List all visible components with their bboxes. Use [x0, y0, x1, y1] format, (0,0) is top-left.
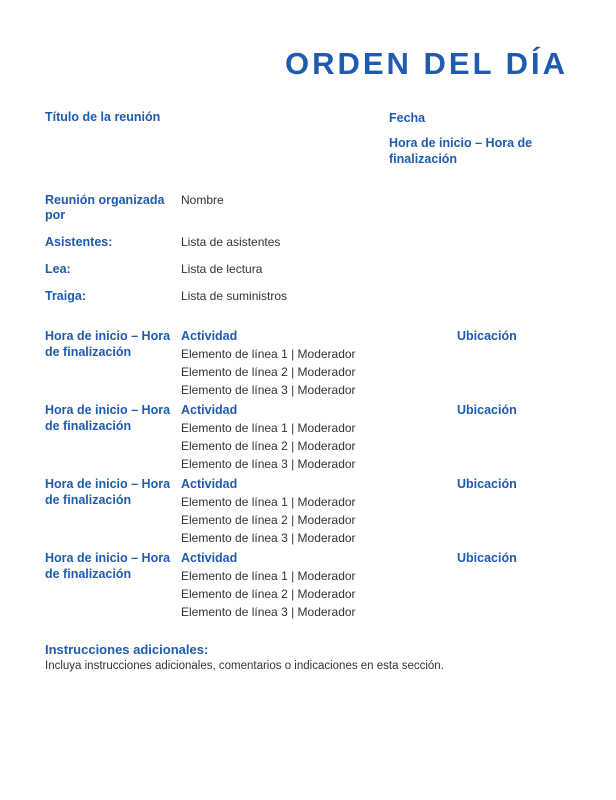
- agenda-line-item: Elemento de línea 1 | Moderador: [181, 347, 356, 361]
- organizer-value: Nombre: [181, 193, 224, 207]
- additional-instructions: [45, 642, 575, 672]
- agenda-line-item: Elemento de línea 1 | Moderador: [181, 421, 356, 435]
- reading-label: Lea:: [45, 262, 71, 276]
- agenda-location: Ubicación: [457, 403, 517, 417]
- attendees-label: Asistentes:: [45, 235, 113, 249]
- agenda-block: [45, 328, 585, 399]
- agenda: [45, 328, 585, 624]
- agenda-block: [45, 550, 585, 621]
- agenda-activity-group: [181, 476, 457, 547]
- agenda-line-item: Elemento de línea 3 | Moderador: [181, 383, 356, 397]
- additional-instructions-text: Incluya instrucciones adicionales, comentarios o indicaciones en esta sección.: [45, 660, 444, 672]
- agenda-time: Hora de inicio – Hora de finalización: [45, 477, 171, 507]
- agenda-time: Hora de inicio – Hora de finalización: [45, 329, 171, 359]
- page-title: ORDEN DEL DÍA: [284, 46, 568, 81]
- time-range-label: Hora de inicio – Hora de finalización: [389, 136, 533, 166]
- agenda-line-item: Elemento de línea 2 | Moderador: [181, 365, 356, 379]
- info-row-organizer: [45, 193, 565, 223]
- agenda-line-item: Elemento de línea 2 | Moderador: [181, 587, 356, 601]
- info-row-reading: [45, 262, 565, 277]
- agenda-location: Ubicación: [457, 477, 517, 491]
- agenda-activity: Actividad: [181, 329, 238, 343]
- agenda-line-item: Elemento de línea 2 | Moderador: [181, 513, 356, 527]
- info-row-supplies: [45, 289, 565, 304]
- agenda-location: Ubicación: [457, 551, 517, 565]
- agenda-activity-group: [181, 328, 457, 399]
- agenda-block: [45, 402, 585, 473]
- agenda-line-item: Elemento de línea 3 | Moderador: [181, 605, 356, 619]
- info-row-attendees: [45, 235, 565, 250]
- meeting-datetime: [389, 110, 569, 167]
- meeting-title-label: Título de la reunión: [45, 110, 161, 124]
- agenda-line-item: Elemento de línea 3 | Moderador: [181, 457, 356, 471]
- agenda-activity: Actividad: [181, 551, 238, 565]
- meeting-info: [45, 193, 565, 316]
- agenda-block: [45, 476, 585, 547]
- agenda-time: Hora de inicio – Hora de finalización: [45, 403, 171, 433]
- agenda-line-item: Elemento de línea 3 | Moderador: [181, 531, 356, 545]
- agenda-line-item: Elemento de línea 1 | Moderador: [181, 569, 356, 583]
- agenda-activity: Actividad: [181, 403, 238, 417]
- additional-instructions-title: Instrucciones adicionales:: [45, 642, 209, 657]
- agenda-activity-group: [181, 550, 457, 621]
- organizer-label: Reunión organizada por: [45, 193, 165, 222]
- attendees-value: Lista de asistentes: [181, 235, 281, 249]
- date-label: Fecha: [389, 111, 426, 125]
- agenda-location: Ubicación: [457, 329, 517, 343]
- supplies-label: Traiga:: [45, 289, 86, 303]
- reading-value: Lista de lectura: [181, 262, 263, 276]
- supplies-value: Lista de suministros: [181, 289, 288, 303]
- agenda-activity: Actividad: [181, 477, 238, 491]
- agenda-line-item: Elemento de línea 1 | Moderador: [181, 495, 356, 509]
- agenda-line-item: Elemento de línea 2 | Moderador: [181, 439, 356, 453]
- agenda-time: Hora de inicio – Hora de finalización: [45, 551, 171, 581]
- agenda-activity-group: [181, 402, 457, 473]
